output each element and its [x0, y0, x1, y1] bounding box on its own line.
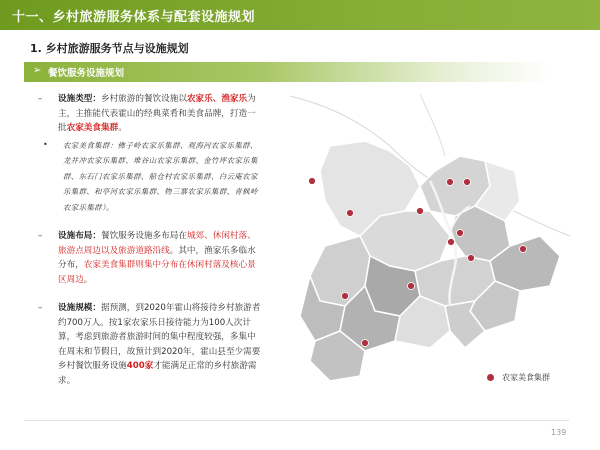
river-line: [420, 94, 445, 156]
body-text: 。其中，渔家乐多临水分布，: [58, 245, 256, 270]
text-column: [38, 92, 263, 388]
body-text: 。: [118, 123, 127, 133]
body-text: 。: [83, 274, 93, 285]
section-label: 餐饮服务设施规划: [48, 68, 125, 79]
map-marker: [520, 246, 527, 253]
body-text: 为主，主推能代表霍山的经典菜肴和美食品牌，打造一批: [58, 94, 256, 133]
highlight-text: 400家: [126, 361, 154, 371]
dash-icon: –: [38, 303, 43, 313]
dash-icon: –: [38, 231, 43, 241]
map-marker: [309, 178, 316, 185]
term-label: 设施布局：: [58, 231, 101, 241]
header-bar: [0, 0, 600, 30]
bullet-content: [58, 301, 263, 388]
arrow-icon: ➢: [33, 65, 42, 76]
legend-marker-icon: [487, 374, 494, 381]
highlight-text: 城郊、休闲村落、旅游点周边以及旅游道路沿线: [58, 231, 256, 256]
map-marker: [457, 230, 464, 237]
body-text: 据预测，到2020年霍山将接待乡村旅游者约700万人。按1家农家乐日接待能力为100人次计算，考虑到旅游者旅游时间的集中程度较强，多集中在周末和节假日，故预计到2020年，霍山县至少需要乡村餐饮服务设施: [58, 303, 261, 371]
bullet-content: [58, 229, 263, 287]
page-title: 十一、乡村旅游服务体系与配套设施规划: [12, 10, 256, 25]
page-number: 139: [551, 428, 567, 437]
term-label: 设施规模：: [58, 303, 101, 313]
highlight-text: 农家乐、渔家乐: [186, 94, 248, 104]
map-legend: [487, 372, 550, 383]
map-marker: [417, 208, 424, 215]
highlight-text: 农家美食集群: [66, 123, 119, 133]
bullet-facility-type: [38, 92, 263, 136]
map-marker: [347, 210, 354, 217]
map-marker: [342, 293, 349, 300]
legend-label: 农家美食集群: [502, 373, 550, 382]
bullet-content: [58, 92, 263, 136]
bullet-facility-layout: [38, 229, 263, 287]
bullet-facility-scale: [38, 301, 263, 388]
dash-icon: –: [38, 94, 43, 104]
map-marker: [408, 283, 415, 290]
map-marker: [362, 340, 369, 347]
county-map: [270, 86, 600, 416]
body-text: 乡村旅游的餐饮设施以: [100, 94, 187, 104]
body-text: 才能满足正常的乡村旅游需求。: [58, 361, 257, 386]
map-marker: [464, 179, 471, 186]
bullet-dot-icon: •: [43, 139, 48, 149]
section-subtitle: 1. 乡村旅游服务节点与设施规划: [30, 42, 189, 55]
map-marker: [447, 179, 454, 186]
highlight-text: 农家美食集群则集中分布在休闲村落及核心景区周边: [58, 260, 256, 285]
term-label: 设施类型：: [58, 94, 101, 104]
footer-divider: [24, 420, 569, 421]
body-text: 餐饮服务设施多布局在: [100, 231, 187, 241]
map-marker: [448, 239, 455, 246]
map-marker: [468, 255, 475, 262]
cluster-list-text: 农家美食集群：佛子岭农家乐集群、观海河农家乐集群、龙井冲农家乐集群、堆谷山农家乐集群、金竹坪农家乐集群、东石门农家乐集群、船仓村农家乐集群、白云庵农家乐集群、和亭河农家乐集群、物三寨农家乐集群、青枫岭农家乐集群）。: [63, 140, 258, 212]
bullet-clusters: [38, 138, 263, 216]
section-header-bar: [24, 62, 549, 82]
